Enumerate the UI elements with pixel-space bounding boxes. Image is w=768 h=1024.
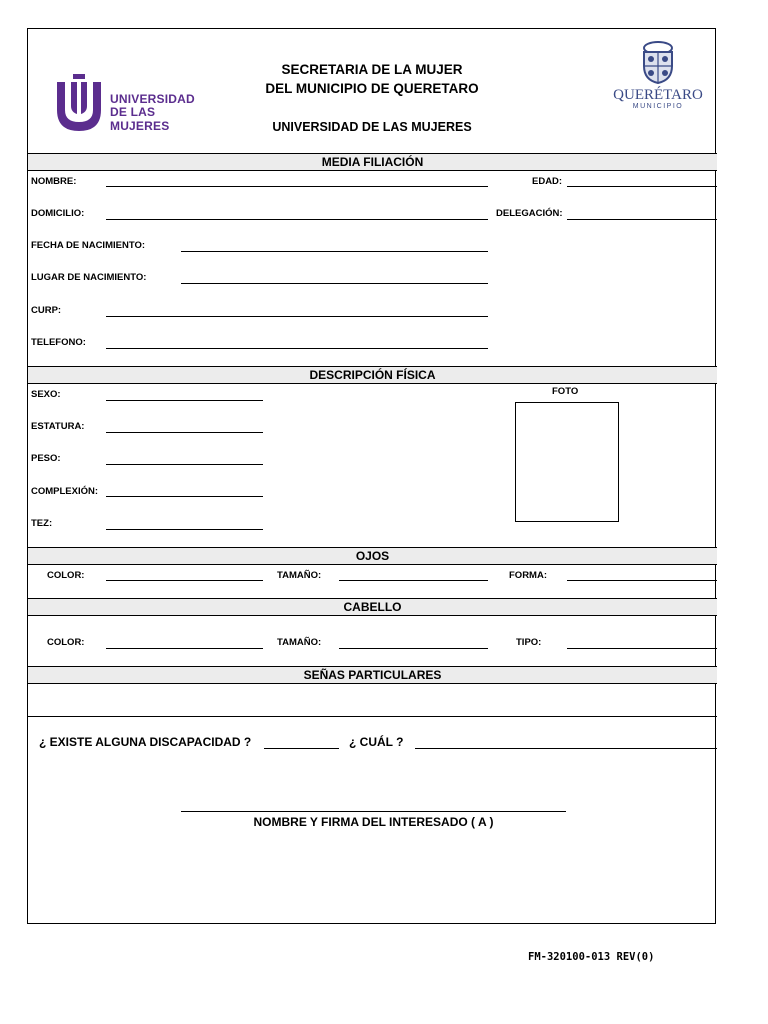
- senas-divider: [28, 716, 717, 717]
- domicilio-field[interactable]: [106, 219, 488, 220]
- label-discapacidad: ¿ EXISTE ALGUNA DISCAPACIDAD ?: [39, 735, 252, 749]
- label-ojos-tamano: TAMAÑO:: [277, 570, 322, 581]
- section-senas-particulares: SEÑAS PARTICULARES: [28, 666, 717, 684]
- label-telefono: TELEFONO:: [31, 337, 86, 348]
- footer-code: FM-320100-013 REV(0): [528, 951, 655, 963]
- label-cabello-color: COLOR:: [47, 637, 85, 648]
- label-cabello-tamano: TAMAÑO:: [277, 637, 322, 648]
- discapacidad-field[interactable]: [264, 748, 339, 749]
- sexo-field[interactable]: [106, 400, 263, 401]
- label-ojos-forma: FORMA:: [509, 570, 547, 581]
- label-lugar-nacimiento: LUGAR DE NACIMIENTO:: [31, 272, 147, 283]
- edad-field[interactable]: [567, 186, 717, 187]
- firma-line[interactable]: [181, 811, 566, 812]
- curp-field[interactable]: [106, 316, 488, 317]
- queretaro-logo-sub: [608, 103, 708, 110]
- label-edad: EDAD:: [532, 176, 563, 187]
- label-cual: ¿ CUÁL ?: [349, 735, 404, 749]
- label-complexion: COMPLEXIÓN:: [31, 486, 99, 497]
- cabello-color-field[interactable]: [106, 648, 263, 649]
- cabello-tipo-field[interactable]: [567, 648, 717, 649]
- complexion-field[interactable]: [106, 496, 263, 497]
- universidad-logo-line1: UNIVERSIDAD: [110, 92, 195, 106]
- section-cabello: CABELLO: [28, 598, 717, 616]
- label-curp: CURP:: [31, 305, 62, 316]
- senas-particulares-field[interactable]: [28, 684, 717, 716]
- ojos-color-field[interactable]: [106, 580, 263, 581]
- label-sexo: SEXO:: [31, 389, 61, 400]
- fecha-nacimiento-field[interactable]: [181, 251, 488, 252]
- queretaro-crest-icon: [638, 40, 678, 84]
- label-fecha-nacimiento: FECHA DE NACIMIENTO:: [31, 240, 145, 251]
- queretaro-logo-sub-text: MUNICIPIO: [632, 103, 684, 110]
- label-domicilio: DOMICILIO:: [31, 208, 85, 219]
- delegacion-field[interactable]: [567, 219, 717, 220]
- telefono-field[interactable]: [106, 348, 488, 349]
- header-subtitle: UNIVERSIDAD DE LAS MUJERES: [272, 120, 472, 134]
- peso-field[interactable]: [106, 464, 263, 465]
- label-estatura: ESTATURA:: [31, 421, 85, 432]
- section-ojos: OJOS: [28, 547, 717, 565]
- label-foto: FOTO: [552, 386, 579, 397]
- ojos-tamano-field[interactable]: [339, 580, 488, 581]
- label-cabello-tipo: TIPO:: [516, 637, 542, 648]
- queretaro-logo-name: QUERÉTARO: [613, 87, 703, 103]
- header-title-line2: DEL MUNICIPIO DE QUERETARO: [265, 81, 479, 96]
- universidad-logo-line2: DE LAS MUJERES: [110, 105, 170, 133]
- section-media-filiacion: MEDIA FILIACIÓN: [28, 153, 717, 171]
- queretaro-logo: [608, 40, 708, 114]
- section-descripcion-fisica: DESCRIPCIÓN FÍSICA: [28, 366, 717, 384]
- universidad-logo-icon: [55, 74, 103, 134]
- estatura-field[interactable]: [106, 432, 263, 433]
- label-firma: NOMBRE Y FIRMA DEL INTERESADO ( A ): [253, 815, 494, 829]
- header-title-line1: SECRETARIA DE LA MUJER: [281, 62, 463, 77]
- label-nombre: NOMBRE:: [31, 176, 77, 187]
- cual-field[interactable]: [415, 748, 717, 749]
- label-tez: TEZ:: [31, 518, 53, 529]
- ojos-forma-field[interactable]: [567, 580, 717, 581]
- nombre-field[interactable]: [106, 186, 488, 187]
- photo-box: [515, 402, 619, 522]
- label-peso: PESO:: [31, 453, 61, 464]
- cabello-tamano-field[interactable]: [339, 648, 488, 649]
- tez-field[interactable]: [106, 529, 263, 530]
- lugar-nacimiento-field[interactable]: [181, 283, 488, 284]
- label-ojos-color: COLOR:: [47, 570, 85, 581]
- label-delegacion: DELEGACIÓN:: [496, 208, 563, 219]
